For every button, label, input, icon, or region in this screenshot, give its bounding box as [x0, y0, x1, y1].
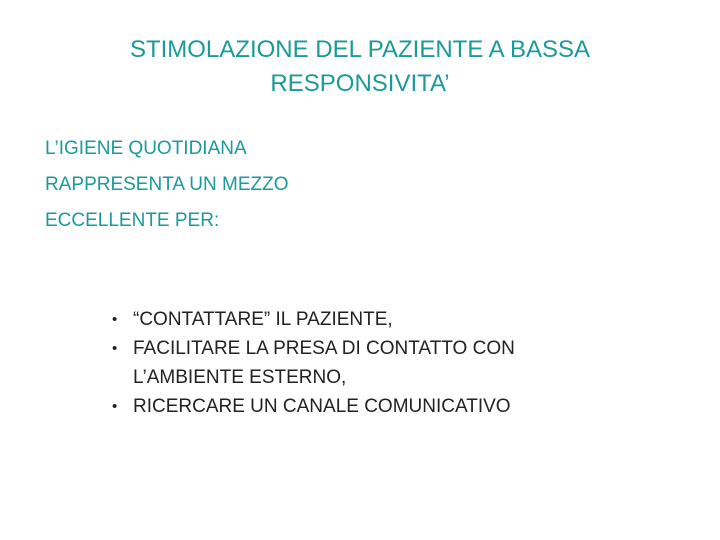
bullet-item-contattare [112, 305, 672, 334]
intro-text [45, 131, 289, 239]
slide-title-line-2: RESPONSIVITA’ [270, 70, 450, 97]
slide-title [40, 33, 680, 101]
bullet-text: “CONTATTARE” IL PAZIENTE, [133, 309, 393, 330]
bullet-text: RICERCARE UN CANALE COMUNICATIVO [133, 396, 511, 417]
bullet-icon: • [112, 311, 118, 328]
bullet-text-continued: L’AMBIENTE ESTERNO, [133, 367, 347, 388]
intro-line-2: RAPPRESENTA UN MEZZO [45, 174, 289, 195]
slide-title-line-1: STIMOLAZIONE DEL PAZIENTE A BASSA [129, 36, 591, 63]
intro-line-3: ECCELLENTE PER: [45, 210, 220, 231]
bullet-text: FACILITARE LA PRESA DI CONTATTO CON [133, 338, 515, 359]
bullet-item-ricercare [112, 392, 672, 421]
intro-line-1: L’IGIENE QUOTIDIANA [45, 138, 247, 159]
bullet-list [112, 305, 672, 421]
bullet-icon: • [112, 340, 118, 357]
bullet-item-facilitare [112, 334, 672, 392]
bullet-icon: • [112, 398, 118, 415]
